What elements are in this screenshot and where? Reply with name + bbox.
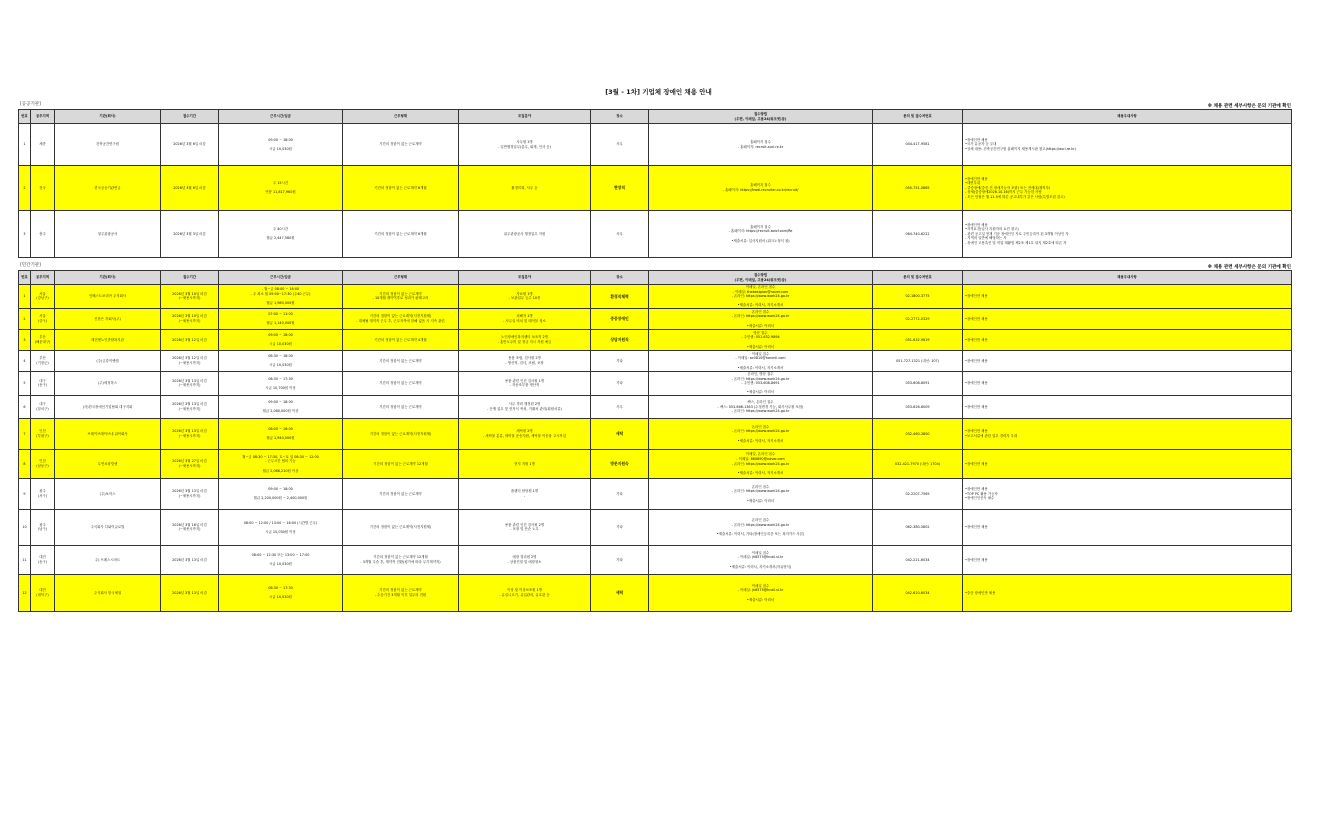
- cell-workplace: 기타: [591, 371, 649, 395]
- cell-row-number: 3: [19, 329, 31, 350]
- cell-hours-wage: 09:00 ~ 18:00 월급 2,080,000원 이상: [219, 395, 343, 418]
- cell-application-period: 2026년 3월 13일 마감 (~채용시까지): [161, 371, 219, 395]
- cell-hours-wage: 08:30 ~ 17:30 시급 10,700원 이상: [219, 371, 343, 395]
- cell-contact-number: 053-626-8009: [873, 395, 963, 418]
- cell-hours-wage: 08:00 ~ 12:00 / 13:00 ~ 16:00 (시간별 근무) 시급 10,030원 이상: [219, 509, 343, 545]
- cell-recruit-field: 사무 경력 행정원 2명 - 은행 업무 및 전자식 작성, 거래처 관리(회원서류): [459, 395, 591, 418]
- cell-preferences: •장애인만 채용 •대면우대 - 중증장애(중증 전 장애기능자 포함) 또는 전세대(재직자) - 상세(중증장애2026.10.16)까지 근무 가능한 사람 - 모든 인원은 월 11.5에 따른 공고내부가 같은 사람(특별모집 참고): [963, 166, 1292, 211]
- column-header-contact-number: 문의 및 접수처번호: [873, 271, 963, 285]
- cell-work-region: 인천 (남동구): [31, 449, 55, 478]
- cell-organization: 주식회사 디와이글로벌: [55, 509, 161, 545]
- section-note-private: ※ 채용 관련 세부사항은 문의 기관에 확인: [1207, 265, 1291, 270]
- cell-application-period: 2026년 3월 13일 마감: [161, 574, 219, 611]
- cell-work-region: 대전 (동구): [31, 545, 55, 574]
- cell-workplace: 기타: [591, 509, 649, 545]
- cell-organization: 브레이브레이브네 위탁회사: [55, 418, 161, 449]
- cell-recruit-field: 용품 관련 인건 검사원 1명 - 자동조부품 생산직: [459, 371, 591, 395]
- cell-organization: (주)세정하스: [55, 371, 161, 395]
- cell-application-period: 2026년 3월 6일 마감: [161, 166, 219, 211]
- cell-application-method: 홈페이지 접수 - 홈페이지: https://recruit.kotcf.com/Re •제출서류: 입사지원서 (워크노형식 참): [649, 211, 873, 258]
- table-row: [19, 329, 1292, 350]
- cell-application-method: 방문 접수 - 주민센: 051-632-9894 •제출서류: 이력서: [649, 329, 873, 350]
- cell-work-region: 전국: [31, 166, 55, 211]
- column-header-employment-type: 근무형태: [343, 110, 459, 124]
- cell-preferences: •장애인만 채용: [963, 350, 1292, 371]
- table-row: [19, 418, 1292, 449]
- cell-row-number: 10: [19, 509, 31, 545]
- cell-application-method: 온라인 접수 - 온라인: https://www.work24.go.kr •제출서류: 이력서, 기타(장애인등록증 또는 복지카드 사본): [649, 509, 873, 545]
- cell-row-number: 5: [19, 371, 31, 395]
- table-row: [19, 308, 1292, 329]
- cell-hours-wage: 09:00 ~ 18:00 시급 10,030원: [219, 124, 343, 166]
- cell-hours-wage: 09:00 ~ 18:00 월급 2,200,000원 ~ 2,400,000원: [219, 478, 343, 509]
- section-note-public: ※ 채용 관련 세부사항은 문의 기관에 확인: [1207, 104, 1291, 109]
- cell-application-method: 온라인 접수 - 온라인: https://www.work24.go.kr •제출서류: 이력서: [649, 478, 873, 509]
- cell-application-method: 이메일 접수 - 이메일: jh8575@hcail.sl.kr •제출서류: 이력서, 자기소개서(자유양식): [649, 545, 873, 574]
- cell-work-region: 광주 (남구): [31, 509, 55, 545]
- table-row: [19, 124, 1292, 166]
- cell-workplace: 기타: [591, 478, 649, 509]
- cell-row-number: 3: [19, 211, 31, 258]
- workplace-badge: 환경직체력: [610, 293, 629, 299]
- table-header-row: [19, 110, 1292, 124]
- cell-employment-type: 기간의 정함이 없는 근로계약: [343, 478, 459, 509]
- cell-row-number: 8: [19, 449, 31, 478]
- column-header-application-method: 접수방법 (우편, 이메일, 고용24(워크넷)등): [649, 271, 873, 285]
- cell-preferences: •장애인만 채용: [963, 371, 1292, 395]
- workplace-badge: 방문지원숙: [610, 461, 629, 467]
- cell-preferences: •장애인만 채용 •자격요건(입사 지원자의 요건 참고) - 관련 공고일 현재 기준 장애인인 자로 주민등록이 된 3개월 이상인 자 - 지역의 일반에 해당하는 자 - 장애인 고용촉진 및 직업 재활법 제2조 제1호 내지 제2호에 따른 자: [963, 211, 1292, 258]
- cell-preferences: •장애인만 채용: [963, 545, 1292, 574]
- cell-work-region: 대전 (대덕구): [31, 574, 55, 611]
- cell-application-method: 온라인 접수 - 온라인: https://www.work24.go.kr •제출서류: 이력서: [649, 308, 873, 329]
- cell-row-number: 4: [19, 350, 31, 371]
- cell-preferences: •장애인만 채용: [963, 395, 1292, 418]
- cell-contact-number: 032-421-7970 (내선: 1704): [873, 449, 963, 478]
- cell-organization: 주식회사 한국체열: [55, 574, 161, 611]
- workplace-badge: 상담지원직: [610, 337, 629, 343]
- cell-workplace: 기타: [591, 545, 649, 574]
- cell-application-period: 2026년 3월 13일 마감: [161, 545, 219, 574]
- cell-employment-type: 기간의 정함이 없는 근로계약(사전지원제): [343, 418, 459, 449]
- cell-employment-type: 기간의 정함이 없는 근로계약 12개월 - 3개월 수습 후, 계약직 전환(평가에 따라 무기계약직): [343, 545, 459, 574]
- cell-application-period: 2026년 3월 27일 마감 (~채용시까지): [161, 449, 219, 478]
- cell-preferences: •장애인만 채용 •보고서류에 관한 업무 경력자 우대: [963, 418, 1292, 449]
- cell-organization: 한국공공기관연금: [55, 166, 161, 211]
- cell-contact-number: 042-620-6034: [873, 574, 963, 611]
- cell-work-region: 인천 (부평구): [31, 418, 55, 449]
- workplace-badge: 중증장애인: [610, 316, 629, 322]
- column-header-workplace: 장소: [591, 271, 649, 285]
- column-header-work-region: 공무지역: [31, 271, 55, 285]
- cell-contact-number: 064-740-6222: [873, 211, 963, 258]
- column-header-application-period: 접수기간: [161, 110, 219, 124]
- cell-workplace: 사무: [591, 395, 649, 418]
- cell-application-method: 홈페이지 접수 - 홈페이지: https://kwdi.recruiter.co.kr/recruit/: [649, 166, 873, 211]
- cell-recruit-field: 용품 관련 인건 검사원 2명 - 포장 및 단순 노무: [459, 509, 591, 545]
- cell-employment-type: 기간의 정함이 없는 근로계약(사전지원제) - 대체될 계약직 근무 후, 근무자격에 한해 없음 시 지속 관련: [343, 308, 459, 329]
- cell-workplace: [591, 329, 649, 350]
- table-row: [19, 574, 1292, 611]
- cell-workplace: [591, 574, 649, 611]
- table-row: [19, 285, 1292, 309]
- cell-preferences: •중증 장애인만 채용: [963, 574, 1292, 611]
- cell-preferences: •장애인만 채용 •TOP PC 활용 가능자 •장애인인증득 필수: [963, 478, 1292, 509]
- table-row: [19, 371, 1292, 395]
- cell-organization: 레전센노인종합복지관: [55, 329, 161, 350]
- cell-recruit-field: 위주관광공사 행정업무 지원: [459, 211, 591, 258]
- cell-work-region: 서울 (강남구): [31, 285, 55, 309]
- cell-recruit-field: 이상 및 이상보조원 1명 - 유실니르기, 유입관리, 유호관 등: [459, 574, 591, 611]
- cell-employment-type: 기간의 정함이 없는 근로계약: [343, 395, 459, 418]
- cell-employment-type: 기간의 정함이 없는 근로계약 12개월: [343, 449, 459, 478]
- cell-workplace: 사무: [591, 124, 649, 166]
- cell-contact-number: 062-380-5802: [873, 509, 963, 545]
- cell-application-method: 온라인, 방문 접수 - 온라인: https://www.work24.go.kr - 주민센: 053-608-8691 •제출서류: 이력서: [649, 371, 873, 395]
- cell-work-region: 서울 (중구): [31, 308, 55, 329]
- cell-preferences: •장애인만 채용: [963, 449, 1292, 478]
- cell-recruit-field: 세탁원 2명 - 세탁물 분류, 세탁물 운송지원, 세탁물 이송물 고시작업: [459, 418, 591, 449]
- cell-workplace: [591, 308, 649, 329]
- cell-application-method: 홈페이지 접수 - 홈페이지: recruit.auri.re.kr: [649, 124, 873, 166]
- cell-contact-number: 02-1800-3775: [873, 285, 963, 309]
- cell-organization: 인베스트코리아 주식회사: [55, 285, 161, 309]
- cell-workplace: [591, 166, 649, 211]
- cell-row-number: 2: [19, 308, 31, 329]
- cell-employment-type: 기간의 정함이 없는 근로계약(사전지원제): [343, 509, 459, 545]
- cell-recruit-field: 환경미화, 사무 등: [459, 166, 591, 211]
- column-header-recruit-field: 모집분야: [459, 110, 591, 124]
- cell-application-method: 이메일, 온라인 접수 - 이메일: 860890@naver.com - 온라인: https://www.work24.go.kr •제출서류: 이력서, 자기소개서: [649, 449, 873, 478]
- cell-row-number: 1: [19, 124, 31, 166]
- column-header-hours-wage: 근무시간/임금: [219, 110, 343, 124]
- column-header-application-method: 접수방법 (우편, 이메일, 고용24(워크넷)등): [649, 110, 873, 124]
- cell-hours-wage: 08:30 ~ 18:00 시급 10,030원: [219, 350, 343, 371]
- cell-employment-type: 기간의 정함이 없는 근로계약 4개월: [343, 329, 459, 350]
- cell-hours-wage: 08:30 ~ 17:30 시급 10,030원: [219, 574, 343, 611]
- cell-recruit-field: 노인장애인복지센터 보조직 2명 - 홍반도우미 및 정규 지시 자원 예금: [459, 329, 591, 350]
- cell-organization: (주)보아스: [55, 478, 161, 509]
- table-row: [19, 395, 1292, 418]
- cell-application-method: 이메일, 온라인 접수 - 이메일: thebestplan@naver.com - 온라인: https://www.work24.go.kr •제출서류: 이력서, 자기소개서: [649, 285, 873, 309]
- cell-hours-wage: 주 40시간 월급 2,447,580원: [219, 211, 343, 258]
- cell-organization: 주) 프레스시마트: [55, 545, 161, 574]
- cell-recruit-field: 용품 조립, 검사원 2명 - 생산직, 검사, 조립, 포장: [459, 350, 591, 371]
- workplace-badge: 세탁: [615, 590, 624, 596]
- cell-preferences: •장애인만 채용: [963, 509, 1292, 545]
- column-header-organization: 기관(회사): [55, 271, 161, 285]
- cell-application-period: 2026년 3월 6일 마감: [161, 124, 219, 166]
- cell-recruit-field: 현지 지원 1명: [459, 449, 591, 478]
- column-header-row-number: 번호: [19, 110, 31, 124]
- cell-row-number: 6: [19, 395, 31, 418]
- cell-hours-wage: 08:00 ~ 12:30 또는 13:00 ~ 17:00 시급 10,030원: [219, 545, 343, 574]
- cell-contact-number: 044-417-9581: [873, 124, 963, 166]
- cell-organization: 신한은 자회사(주): [55, 308, 161, 329]
- cell-hours-wage: 월~금 08:30 ~ 17:30, 토~토 일 08:30 ~ 12:00 - 근무시간 협의 가능 월급 2,066,210원 이상: [219, 449, 343, 478]
- cell-contact-number: 051-632-9819: [873, 329, 963, 350]
- cell-hours-wage: - 월~금 08:00 ~ 16:00 - 주 최소 월 09:00~17:30 (주40 근무) 월급 1,980,000원: [219, 285, 343, 309]
- cell-application-period: 2026년 3월 12일 마감: [161, 329, 219, 350]
- cell-recruit-field: 매장 정리원 2명 - 상품진열 및 매장청소: [459, 545, 591, 574]
- cell-recruit-field: 피해자 1명 - 사무실 비치 및 테이블 청소: [459, 308, 591, 329]
- cell-organization: 청주관광공사: [55, 211, 161, 258]
- cell-workplace: [591, 418, 649, 449]
- cell-organization: (주)금강이앤엠: [55, 350, 161, 371]
- cell-workplace: [591, 449, 649, 478]
- column-header-workplace: 장소: [591, 110, 649, 124]
- cell-work-region: 대구 (동구): [31, 371, 55, 395]
- cell-contact-number: 02-2772-0329: [873, 308, 963, 329]
- cell-employment-type: 기간의 정함이 없는 근로계약 - 수습기간 3개월 이후 업무의 전환: [343, 574, 459, 611]
- cell-work-region: 대구 (달서구): [31, 395, 55, 418]
- workplace-badge: 세탁: [615, 431, 624, 437]
- cell-application-period: 2026년 3월 3일 마감: [161, 211, 219, 258]
- column-header-preferences: 채용우대사항: [963, 110, 1292, 124]
- cell-application-period: 2026년 3월 10일 마감 (~채용시까지): [161, 308, 219, 329]
- cell-recruit-field: 자료원 1명 - 보관업무 등수 10종: [459, 285, 591, 309]
- table-row: [19, 211, 1292, 258]
- cell-application-method: 이메일 접수 - 이메일: ac0810@hanmil.com •제출서류: 이력서, 자기소개서: [649, 350, 873, 371]
- cell-application-period: 2026년 3월 12일 마감 (~채용시까지): [161, 350, 219, 371]
- cell-application-period: 2026년 3월 16일 마감 (~채용시까지): [161, 509, 219, 545]
- cell-application-period: 2026년 3월 13일 마감 (~채용시까지): [161, 395, 219, 418]
- column-header-employment-type: 근무형태: [343, 271, 459, 285]
- cell-preferences: •장애인만 채용 •국가 유공자 등 우대 •상세 내용: 건축공간연구원 홈페이지 채용게시판 참고(https://auri.re.kr): [963, 124, 1292, 166]
- cell-row-number: 7: [19, 418, 31, 449]
- private-jobs-table: [18, 270, 1292, 612]
- cell-application-period: 2026년 3월 13일 마감 (~채용시까지): [161, 478, 219, 509]
- column-header-row-number: 번호: [19, 271, 31, 285]
- cell-hours-wage: 주 15시간 연봉 11,817,960원: [219, 166, 343, 211]
- column-header-work-region: 공무지역: [31, 110, 55, 124]
- table-row: [19, 509, 1292, 545]
- cell-row-number: 12: [19, 574, 31, 611]
- cell-work-region: 광주 (서구): [31, 478, 55, 509]
- section-tag-public: [공공기관]: [20, 102, 41, 107]
- cell-row-number: 1: [19, 285, 31, 309]
- cell-application-method: 이메일 접수 - 이메일: jh8575@hcail.sl.kr •제출서류: 이력서: [649, 574, 873, 611]
- cell-contact-number: 055-751-0865: [873, 166, 963, 211]
- column-header-preferences: 채용우대사항: [963, 271, 1292, 285]
- cell-preferences: •장애인만 채용: [963, 285, 1292, 309]
- cell-employment-type: 기간의 정함이 없는 근로계약: [343, 371, 459, 395]
- cell-organization: (사)한국장애인기업협회 대구지회: [55, 395, 161, 418]
- cell-recruit-field: 사무원 1명 - 일반행정업무(총무, 회계, 인사 등): [459, 124, 591, 166]
- cell-work-region: 부산 (해운대구): [31, 329, 55, 350]
- cell-row-number: 2: [19, 166, 31, 211]
- cell-application-period: 2026년 3월 13일 마감 (~채용시까지): [161, 418, 219, 449]
- column-header-contact-number: 문의 및 접수처번호: [873, 110, 963, 124]
- cell-employment-type: 기간의 정함이 없는 근로계약 - 10개월 계약이후로 성과가 판례고려: [343, 285, 459, 309]
- cell-employment-type: 기간의 정함이 없는 근로계약: [343, 124, 459, 166]
- column-header-application-period: 접수기간: [161, 271, 219, 285]
- cell-contact-number: 032-460-3800: [873, 418, 963, 449]
- workplace-badge: 현장직: [613, 185, 625, 191]
- table-row: [19, 350, 1292, 371]
- cell-employment-type: 기간의 정함이 없는 근로계약 6개월: [343, 166, 459, 211]
- table-row: [19, 545, 1292, 574]
- cell-work-region: 부산 (기장군): [31, 350, 55, 371]
- page-title: [3월 - 1차] 기업체 장애인 채용 안내: [605, 88, 712, 96]
- cell-hours-wage: 09:00 ~ 18:00 시급 10,030원: [219, 329, 343, 350]
- cell-employment-type: 기간의 정함이 없는 근로계약: [343, 350, 459, 371]
- cell-work-region: 세종: [31, 124, 55, 166]
- cell-contact-number: 053-608-8091: [873, 371, 963, 395]
- cell-contact-number: 051-727-1321 (내선: 107): [873, 350, 963, 371]
- public-jobs-table: [18, 109, 1292, 258]
- cell-employment-type: 기간의 정함이 없는 근로계약 6개월: [343, 211, 459, 258]
- cell-preferences: •장애인만 채용: [963, 308, 1292, 329]
- table-row: [19, 449, 1292, 478]
- cell-application-method: 팩스, 온라인 접수 - 팩스: 053-666-1363 (수정변경 가능, 회사사무원 포함) - 온라인: https://www.work24.go.kr: [649, 395, 873, 418]
- cell-recruit-field: 플랜더 담당원 1명 -: [459, 478, 591, 509]
- table-row: [19, 166, 1292, 211]
- cell-application-period: 2026년 3월 10일 마감 (~채용시까지): [161, 285, 219, 309]
- cell-workplace: 사무: [591, 211, 649, 258]
- table-header-row: [19, 271, 1292, 285]
- cell-work-region: 충주: [31, 211, 55, 258]
- cell-preferences: •장애인만 채용: [963, 329, 1292, 350]
- cell-organization: 건축공간연구원: [55, 124, 161, 166]
- cell-organization: 무연료항망센: [55, 449, 161, 478]
- cell-hours-wage: 07:00 ~ 11:00 월급 1,140,000원: [219, 308, 343, 329]
- cell-application-method: 온라인 접수 - 온라인: https://www.work24.go.kr •제출서류: 이력서, 자기소개서: [649, 418, 873, 449]
- cell-contact-number: 042-221-6034: [873, 545, 963, 574]
- cell-workplace: 기타: [591, 350, 649, 371]
- cell-row-number: 11: [19, 545, 31, 574]
- column-header-hours-wage: 근무시간/임금: [219, 271, 343, 285]
- cell-contact-number: 02-2207-7565: [873, 478, 963, 509]
- section-tag-private: [민간기관]: [20, 263, 41, 268]
- cell-row-number: 9: [19, 478, 31, 509]
- cell-workplace: [591, 285, 649, 309]
- column-header-recruit-field: 모집분야: [459, 271, 591, 285]
- table-row: [19, 478, 1292, 509]
- column-header-organization: 기관(회사): [55, 110, 161, 124]
- cell-hours-wage: 08:00 ~ 16:00 월급 1,940,000원: [219, 418, 343, 449]
